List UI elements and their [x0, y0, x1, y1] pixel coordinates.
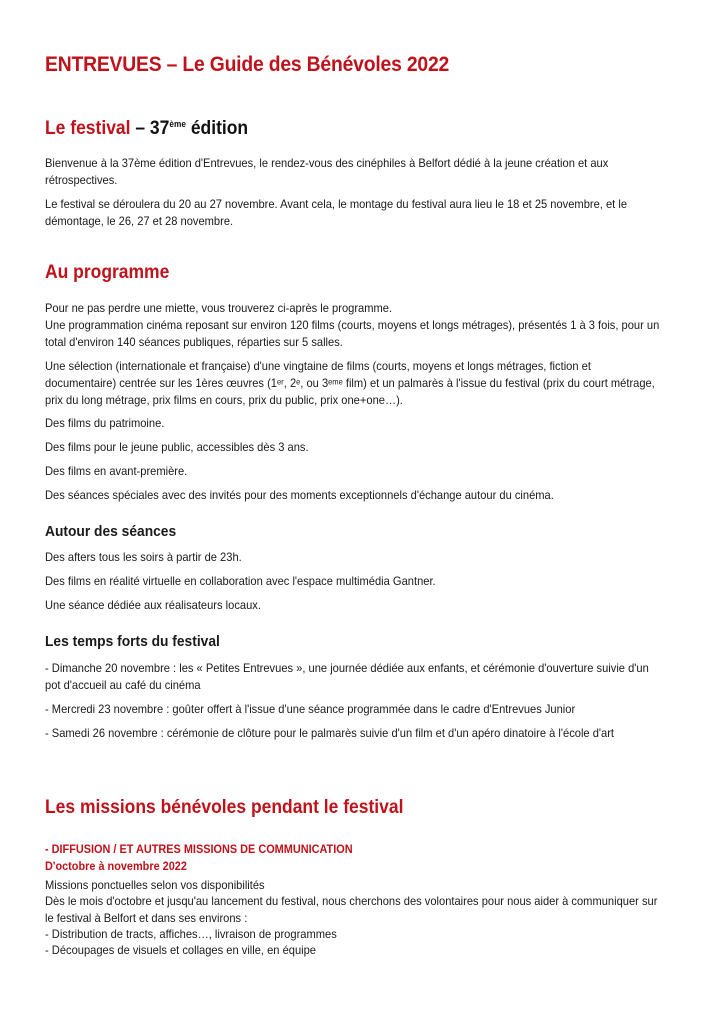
temps-forts-heading: Les temps forts du festival	[45, 633, 220, 650]
programme-item: Des séances spéciales avec des invités pour des moments exceptionnels d'échange autour du cinéma.	[45, 489, 554, 502]
festival-heading-edition-number: – 37	[130, 118, 170, 139]
diffusion-title: - DIFFUSION / ET AUTRES MISSIONS DE COMMUNICATION	[45, 843, 353, 856]
programme-item: Des films pour le jeune public, accessibles dès 3 ans.	[45, 441, 309, 454]
festival-heading-edition: édition	[185, 118, 249, 139]
autour-heading: Autour des séances	[45, 523, 177, 540]
autour-item: Des films en réalité virtuelle en collaboration avec l'espace multimédia Gantner.	[45, 575, 436, 588]
festival-paragraph-2: Le festival se déroulera du 20 au 27 novembre. Avant cela, le montage du festival aura lieu le 18 et 25 novembre, et le démontage, le 26, 27 et 28 novembre.	[45, 198, 628, 228]
document-title: ENTREVUES – Le Guide des Bénévoles 2022	[45, 53, 450, 76]
mission-line: Missions ponctuelles selon vos disponibilités	[45, 879, 265, 892]
temps-forts-item: - Samedi 26 novembre : cérémonie de clôture pour le palmarès suivie d'un film et d'un apéro dinatoire à l'école d'art	[45, 727, 615, 740]
mission-line: - Distribution de tracts, affiches…, livraison de programmes	[45, 928, 337, 941]
festival-heading-sup: ème	[169, 119, 186, 129]
programme-item: Des films du patrimoine.	[45, 417, 165, 430]
festival-heading-red: Le festival	[45, 118, 131, 139]
temps-forts-item: - Dimanche 20 novembre : les « Petites Entrevues », une journée dédiée aux enfants, et cérémonie d'ouverture suivie d'un pot d'accueil au café du cinéma	[45, 662, 649, 692]
festival-heading	[45, 118, 248, 140]
mission-line: - Découpages de visuels et collages en ville, en équipe	[45, 944, 317, 957]
programme-item: Des films en avant-première.	[45, 465, 188, 478]
programme-selection: Une sélection (internationale et française) d'une vingtaine de films (courts, moyens et longs métrages, fiction et documentaire) centrée sur les 1ères œuvres (1ᵉʳ, 2ᵉ, ou 3ᵉᵐᵉ film) et un palmarès à l'issue du festival (prix du court métrage, prix du long métrage, prix films en cours, prix du public, prix one+one…).	[45, 360, 655, 407]
temps-forts-item: - Mercredi 23 novembre : goûter offert à l'issue d'une séance programmée dans le cadre d'Entrevues Junior	[45, 703, 576, 716]
missions-heading: Les missions bénévoles pendant le festival	[45, 797, 404, 818]
diffusion-period: D'octobre à novembre 2022	[45, 860, 187, 873]
festival-paragraph-1: Bienvenue à la 37ème édition d'Entrevues, le rendez-vous des cinéphiles à Belfort dédié à la jeune création et aux rétrospectives.	[45, 157, 609, 187]
programme-intro-1: Pour ne pas perdre une miette, vous trouverez ci-après le programme.	[45, 302, 393, 315]
autour-item: Des afters tous les soirs à partir de 23h.	[45, 551, 242, 564]
programme-heading: Au programme	[45, 262, 170, 283]
programme-intro-2: Une programmation cinéma reposant sur environ 120 films (courts, moyens et longs métrages), présentés 1 à 3 fois, pour un total d'environ 140 séances publiques, réparties sur 5 salles.	[45, 319, 660, 349]
autour-item: Une séance dédiée aux réalisateurs locaux.	[45, 599, 261, 612]
mission-line: Dès le mois d'octobre et jusqu'au lancement du festival, nous cherchons des volontaires pour nous aider à communiquer sur le festival à Belfort et dans ses environs :	[45, 895, 658, 925]
